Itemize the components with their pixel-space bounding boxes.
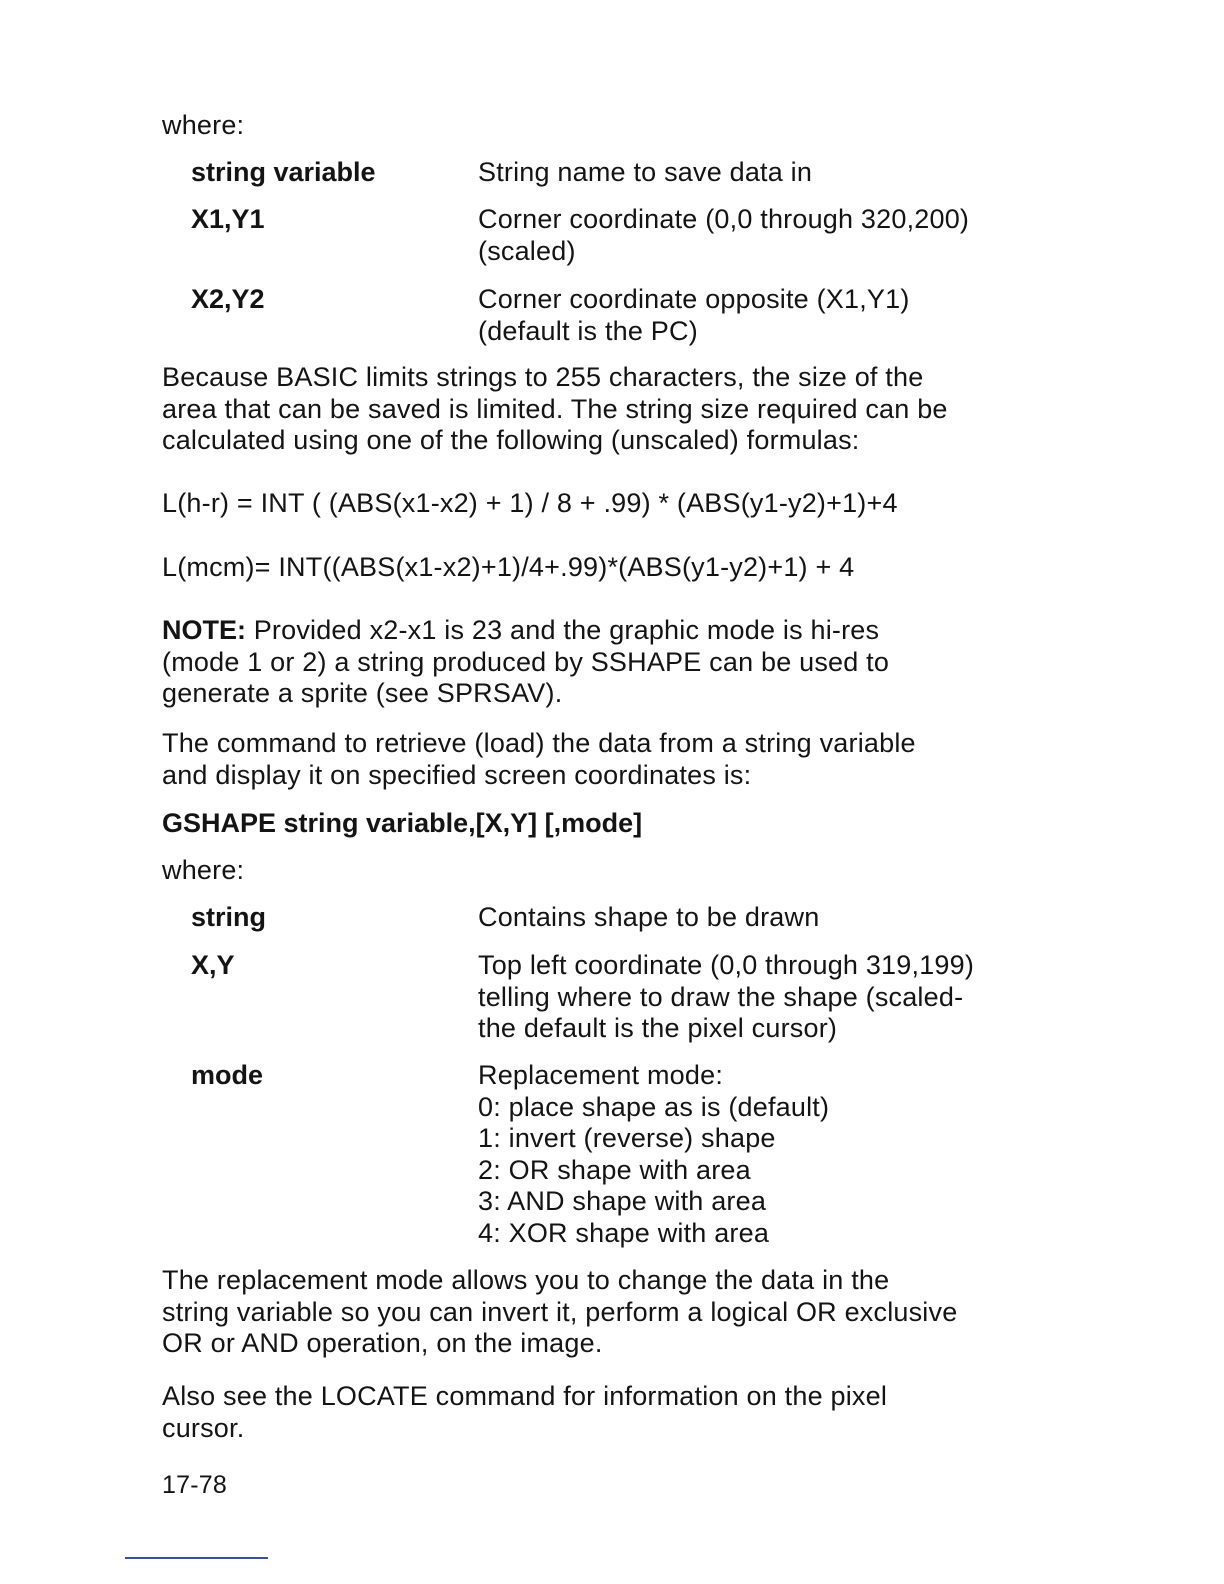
footer-rule: [125, 1557, 268, 1559]
desc-line: 4: XOR shape with area: [478, 1217, 770, 1248]
param-term-string: string: [191, 902, 267, 932]
paragraph-line: area that can be saved is limited. The string size required can be: [162, 393, 948, 424]
desc-line: 0: place shape as is (default): [478, 1091, 830, 1122]
desc-line: Corner coordinate (0,0 through 320,200): [478, 204, 970, 234]
param-desc-mode: [478, 1060, 1098, 1249]
param-desc-xy: [478, 950, 1098, 1045]
retrieve-paragraph: [162, 728, 1062, 791]
basic-limits-paragraph: [162, 362, 1062, 457]
where-label-2: where:: [162, 855, 245, 885]
paragraph-line: OR or AND operation, on the image.: [162, 1328, 603, 1358]
desc-line: Top left coordinate (0,0 through 319,199): [478, 950, 975, 980]
formula-mcm: L(mcm)= INT((ABS(x1-x2)+1)/4+.99)*(ABS(y1-y2)+1) + 4: [162, 552, 855, 582]
param-desc-string: [478, 902, 1098, 934]
desc-line: (default is the PC): [478, 315, 698, 346]
desc-line: Contains shape to be drawn: [478, 902, 820, 932]
param-term-xy: X,Y: [191, 950, 235, 980]
replacement-paragraph: [162, 1265, 1062, 1360]
param-term-x1y1: X1,Y1: [191, 204, 265, 234]
locate-paragraph: [162, 1381, 1062, 1444]
note-first-line: [162, 615, 1062, 647]
paragraph-line: The command to retrieve (load) the data from a string variable: [162, 728, 916, 758]
param-term-x2y2: X2,Y2: [191, 284, 265, 314]
param-desc-x1y1: [478, 204, 1098, 267]
note-line: (mode 1 or 2) a string produced by SSHAPE can be used to: [162, 646, 890, 677]
param-term-mode: mode: [191, 1060, 264, 1090]
paragraph-line: The replacement mode allows you to change the data in the: [162, 1265, 890, 1295]
note-line: generate a sprite (see SPRSAV).: [162, 678, 563, 708]
desc-line: the default is the pixel cursor): [478, 1013, 838, 1043]
formula-hires: L(h-r) = INT ( (ABS(x1-x2) + 1) / 8 + .99) * (ABS(y1-y2)+1)+4: [162, 488, 898, 518]
desc-line: Corner coordinate opposite (X1,Y1): [478, 284, 910, 314]
note-label: NOTE:: [162, 615, 246, 645]
paragraph-line: Because BASIC limits strings to 255 characters, the size of the: [162, 362, 924, 392]
desc-line: String name to save data in: [478, 157, 813, 187]
desc-line: Replacement mode:: [478, 1060, 724, 1090]
note-paragraph: [162, 615, 1062, 710]
note-line: Provided x2-x1 is 23 and the graphic mode is hi-res: [246, 615, 880, 645]
param-desc-x2y2: [478, 284, 1098, 347]
paragraph-line: Also see the LOCATE command for information on the pixel: [162, 1381, 888, 1411]
page-number: 17-78: [162, 1471, 227, 1499]
paragraph-line: and display it on specified screen coordinates is:: [162, 759, 752, 790]
paragraph-line: cursor.: [162, 1412, 245, 1443]
desc-line: 3: AND shape with area: [478, 1186, 767, 1216]
gshape-syntax: GSHAPE string variable,[X,Y] [,mode]: [162, 808, 643, 838]
desc-line: 1: invert (reverse) shape: [478, 1123, 776, 1153]
desc-line: telling where to draw the shape (scaled-: [478, 981, 964, 1012]
param-desc-string-variable: [478, 157, 1098, 189]
paragraph-line: string variable so you can invert it, perform a logical OR exclusive: [162, 1296, 958, 1327]
desc-line: 2: OR shape with area: [478, 1154, 751, 1185]
param-term-string-variable: string variable: [191, 157, 376, 187]
paragraph-line: calculated using one of the following (unscaled) formulas:: [162, 425, 860, 455]
desc-line: (scaled): [478, 235, 576, 266]
where-label-1: where:: [162, 110, 245, 140]
